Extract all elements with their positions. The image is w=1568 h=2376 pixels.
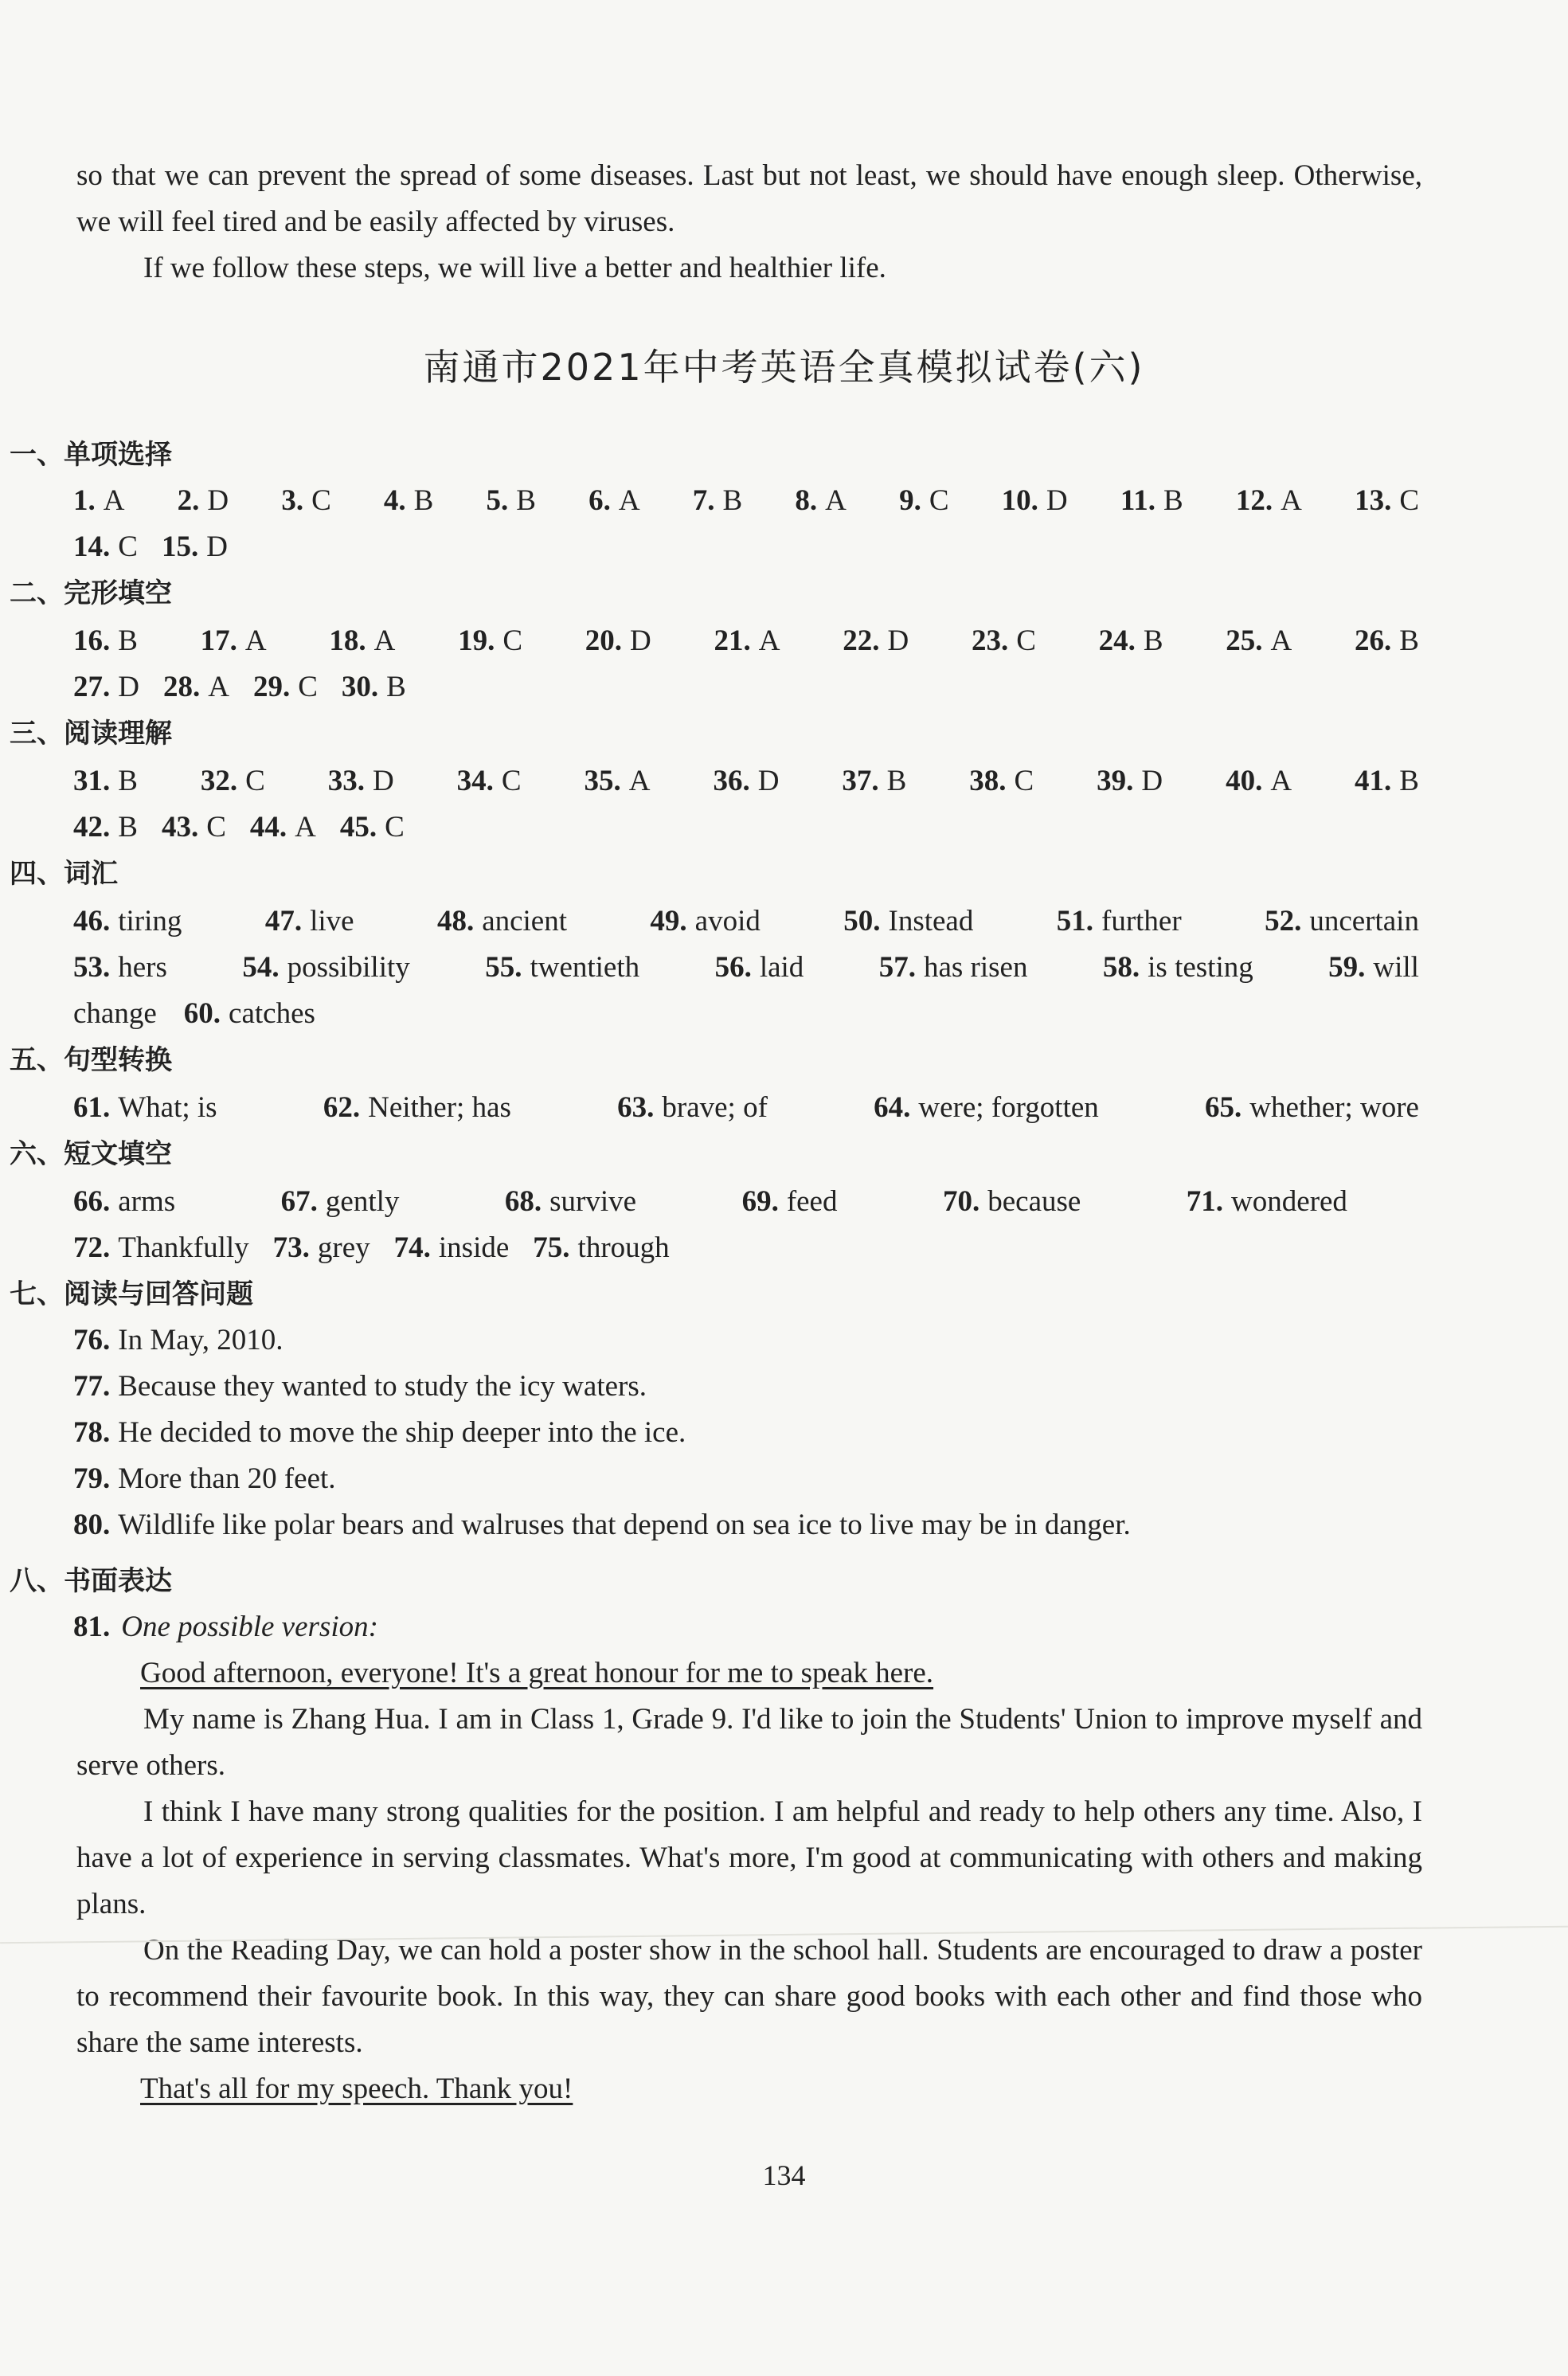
question-number: 8. bbox=[795, 484, 818, 517]
answer-value: C bbox=[245, 765, 265, 797]
answer-item bbox=[1187, 1179, 1347, 1225]
answer-value: D bbox=[118, 671, 139, 703]
answer-value: B bbox=[1399, 624, 1419, 657]
question-number: 6. bbox=[588, 484, 611, 517]
answer-value: arms bbox=[118, 1185, 176, 1218]
answer-value: A bbox=[244, 624, 267, 657]
answer-item bbox=[73, 664, 139, 710]
writing-label bbox=[73, 1604, 378, 1650]
section-heading-1: 一、单项选择 bbox=[10, 439, 172, 471]
answer-item bbox=[585, 618, 651, 664]
answer-item bbox=[162, 804, 226, 851]
answer-value: hers bbox=[118, 951, 167, 984]
question-number: 43. bbox=[161, 811, 199, 844]
answer-value: B bbox=[886, 765, 907, 797]
answer-value: C bbox=[311, 484, 331, 517]
answer-item bbox=[1002, 478, 1068, 524]
answer-item bbox=[693, 478, 742, 524]
answer-value: C bbox=[502, 624, 523, 657]
answer-value: C bbox=[298, 671, 318, 703]
question-number: 37. bbox=[842, 765, 879, 797]
answer-value: C bbox=[206, 811, 226, 844]
answer-value: B bbox=[1399, 765, 1419, 797]
answer-value: live bbox=[310, 905, 354, 937]
answer-value: A bbox=[628, 765, 651, 797]
question-number: 15. bbox=[161, 530, 199, 563]
answer-item bbox=[73, 758, 138, 804]
answer-value: wondered bbox=[1231, 1185, 1347, 1218]
answer-value: B bbox=[413, 484, 434, 517]
question-number: 61. bbox=[73, 1091, 111, 1124]
question-number: 72. bbox=[73, 1231, 111, 1264]
answer-item bbox=[250, 804, 316, 851]
page-number: 134 bbox=[762, 2159, 806, 2191]
answer-value: will bbox=[1373, 951, 1419, 984]
question-number: 38. bbox=[969, 765, 1007, 797]
answer-item bbox=[73, 1364, 1131, 1410]
question-number: 47. bbox=[264, 905, 303, 937]
question-number: 81. bbox=[73, 1611, 111, 1643]
answer-item bbox=[281, 1179, 400, 1225]
answer-value: inside bbox=[438, 1231, 510, 1264]
answer-item bbox=[340, 804, 405, 851]
section-heading-7: 七、阅读与回答问题 bbox=[10, 1278, 253, 1310]
answer-item bbox=[73, 1179, 175, 1225]
answer-value: avoid bbox=[694, 905, 761, 937]
answer-value: D bbox=[206, 530, 228, 563]
answer-value: further bbox=[1101, 905, 1182, 937]
question-number: 45. bbox=[339, 811, 377, 844]
page-title: 南通市2021年中考英语全真模拟试卷(六) bbox=[423, 346, 1145, 389]
question-number: 58. bbox=[1102, 951, 1140, 984]
answer-item bbox=[713, 758, 779, 804]
answer-value: A bbox=[1270, 624, 1292, 657]
answer-value: tiring bbox=[118, 905, 182, 937]
question-number: 17. bbox=[200, 624, 237, 657]
section-heading-3: 三、阅读理解 bbox=[10, 718, 172, 750]
answer-item bbox=[714, 618, 780, 664]
question-number: 3. bbox=[281, 484, 304, 517]
answer-item bbox=[184, 991, 315, 1037]
answer-item bbox=[1097, 758, 1163, 804]
question-number: 9. bbox=[899, 484, 921, 517]
question-number: 73. bbox=[272, 1231, 310, 1264]
answer-value: He decided to move the ship deeper into the ice. bbox=[118, 1416, 686, 1449]
answer-item bbox=[242, 945, 409, 991]
answer-value: C bbox=[1014, 765, 1034, 797]
answer-item bbox=[458, 618, 522, 664]
question-number: 35. bbox=[584, 765, 621, 797]
answer-value: Wildlife like polar bears and walruses that depend on sea ice to live may be in danger. bbox=[118, 1509, 1131, 1541]
answer-value: C bbox=[1016, 624, 1036, 657]
answer-item bbox=[394, 1225, 510, 1271]
answer-item bbox=[201, 618, 267, 664]
answer-row bbox=[73, 524, 252, 570]
answer-item bbox=[795, 478, 846, 524]
answer-value: has risen bbox=[923, 951, 1028, 984]
answer-value: A bbox=[295, 811, 316, 844]
answer-item bbox=[1103, 945, 1253, 991]
answer-item bbox=[487, 478, 536, 524]
answer-item bbox=[1328, 945, 1419, 991]
section-heading-2: 二、完形填空 bbox=[10, 577, 172, 609]
question-number: 14. bbox=[73, 530, 111, 563]
answer-row bbox=[73, 804, 428, 851]
question-number: 48. bbox=[436, 905, 475, 937]
answer-item bbox=[73, 945, 167, 991]
answer-row bbox=[73, 898, 1419, 945]
answer-item bbox=[1057, 898, 1182, 945]
answer-value: ancient bbox=[482, 905, 568, 937]
answer-value: More than 20 feet. bbox=[118, 1462, 336, 1495]
answer-item bbox=[1355, 478, 1419, 524]
question-number: 32. bbox=[200, 765, 238, 797]
answer-item bbox=[265, 898, 354, 945]
answer-item bbox=[742, 1179, 838, 1225]
question-number: 41. bbox=[1354, 765, 1392, 797]
answer-row bbox=[73, 664, 430, 710]
question-number: 60. bbox=[183, 997, 221, 1030]
answer-row bbox=[73, 618, 1419, 664]
answer-value: B bbox=[1163, 484, 1183, 517]
answer-value: B bbox=[722, 484, 743, 517]
question-number: 56. bbox=[714, 951, 752, 984]
question-number: 53. bbox=[73, 951, 111, 984]
answer-item bbox=[178, 478, 229, 524]
answer-item bbox=[485, 945, 639, 991]
answer-item bbox=[843, 618, 909, 664]
answer-value: catches bbox=[229, 997, 315, 1030]
question-number: 52. bbox=[1265, 905, 1302, 937]
answer-item bbox=[73, 804, 138, 851]
answer-item bbox=[1355, 758, 1419, 804]
question-number: 31. bbox=[73, 765, 111, 797]
answer-value: In May, 2010. bbox=[118, 1324, 283, 1356]
answer-value: C bbox=[385, 811, 405, 844]
answer-item bbox=[73, 1225, 249, 1271]
answer-value: A bbox=[825, 484, 847, 517]
question-number: 20. bbox=[585, 624, 623, 657]
question-number: 5. bbox=[486, 484, 509, 517]
answer-value: D bbox=[630, 624, 651, 657]
question-number: 10. bbox=[1001, 484, 1038, 517]
answer-value: B bbox=[516, 484, 536, 517]
question-number: 1. bbox=[73, 484, 96, 517]
answer-value: B bbox=[386, 671, 406, 703]
answer-item bbox=[329, 618, 395, 664]
question-number: 28. bbox=[162, 671, 201, 703]
question-number: 80. bbox=[73, 1509, 111, 1541]
question-number: 74. bbox=[393, 1231, 431, 1264]
intro-conclusion: If we follow these steps, we will live a better and healthier life. bbox=[143, 252, 886, 284]
question-number: 11. bbox=[1120, 484, 1156, 517]
answer-value: A bbox=[103, 484, 125, 517]
question-number: 63. bbox=[617, 1091, 655, 1124]
answer-item bbox=[1355, 618, 1419, 664]
answer-value: A bbox=[373, 624, 396, 657]
answer-item bbox=[328, 758, 394, 804]
question-number: 21. bbox=[714, 624, 751, 657]
question-number: 70. bbox=[942, 1185, 980, 1218]
question-number: 33. bbox=[327, 765, 365, 797]
answer-value: C bbox=[118, 530, 138, 563]
answer-value: gently bbox=[325, 1185, 400, 1218]
question-number: 46. bbox=[73, 905, 111, 937]
answer-value: whether; wore bbox=[1249, 1091, 1419, 1124]
answer-item bbox=[879, 945, 1028, 991]
question-number: 12. bbox=[1235, 484, 1273, 517]
answer-row bbox=[73, 945, 1419, 991]
answer-item bbox=[73, 618, 138, 664]
answer-value: A bbox=[618, 484, 640, 517]
speech-greeting: Good afternoon, everyone! It's a great honour for me to speak here. bbox=[140, 1657, 934, 1689]
question-number: 77. bbox=[73, 1370, 111, 1403]
answer-value: B bbox=[118, 765, 138, 797]
answer-value: Instead bbox=[888, 905, 974, 937]
answer-item bbox=[457, 758, 522, 804]
question-number: 25. bbox=[1226, 624, 1263, 657]
question-number: 71. bbox=[1186, 1185, 1224, 1218]
answer-item bbox=[73, 1410, 1131, 1456]
question-number: 22. bbox=[843, 624, 880, 657]
version-label: One possible version: bbox=[121, 1611, 378, 1643]
question-number: 7. bbox=[692, 484, 715, 517]
question-number: 27. bbox=[73, 671, 111, 703]
answer-item bbox=[73, 1502, 1131, 1548]
answer-item bbox=[1120, 478, 1183, 524]
question-number: 36. bbox=[713, 765, 750, 797]
answer-item bbox=[73, 478, 124, 524]
question-number: 79. bbox=[73, 1462, 111, 1495]
question-number: 69. bbox=[741, 1185, 779, 1218]
question-number: 49. bbox=[650, 905, 687, 937]
answer-item bbox=[505, 1179, 636, 1225]
question-number: 51. bbox=[1056, 905, 1093, 937]
speech-closing: That's all for my speech. Thank you! bbox=[140, 2073, 573, 2105]
answer-item bbox=[384, 478, 433, 524]
answer-item bbox=[73, 524, 138, 570]
answer-item bbox=[969, 758, 1034, 804]
question-number: 13. bbox=[1355, 484, 1392, 517]
answer-item bbox=[843, 898, 973, 945]
question-number: 54. bbox=[242, 951, 280, 984]
answer-value: D bbox=[1046, 484, 1068, 517]
answer-value: B bbox=[1143, 624, 1163, 657]
answer-value: B bbox=[118, 624, 138, 657]
answer-value: were; forgotten bbox=[918, 1091, 1099, 1124]
answer-item bbox=[588, 478, 639, 524]
answer-value: D bbox=[757, 765, 780, 797]
answer-value: C bbox=[929, 484, 949, 517]
answer-continuation: change bbox=[73, 997, 157, 1030]
answer-value: through bbox=[577, 1231, 670, 1264]
answer-item bbox=[201, 758, 265, 804]
answer-value: feed bbox=[786, 1185, 838, 1218]
question-number: 16. bbox=[73, 624, 111, 657]
question-number: 18. bbox=[329, 624, 366, 657]
question-number: 65. bbox=[1205, 1091, 1242, 1124]
section-heading-6: 六、短文填空 bbox=[10, 1138, 172, 1170]
answer-value: B bbox=[118, 811, 138, 844]
answer-value: C bbox=[501, 765, 522, 797]
answer-item bbox=[73, 1456, 1131, 1502]
answer-item bbox=[163, 664, 229, 710]
answer-value: D bbox=[887, 624, 909, 657]
answer-item bbox=[1205, 1085, 1419, 1131]
answer-item bbox=[73, 1317, 1131, 1364]
answer-item bbox=[253, 664, 318, 710]
qa-answer-list bbox=[73, 1317, 1155, 1548]
answer-value: because bbox=[987, 1185, 1081, 1218]
speech-paragraph-3: On the Reading Day, we can hold a poster show in the school hall. Students are encouraged to draw a poster to recommend their favourite book. In this way, they can share good books with each other and find those who share the same interests. bbox=[76, 1934, 1422, 2059]
answer-item bbox=[1236, 478, 1302, 524]
answer-row bbox=[73, 1225, 694, 1271]
answer-value: D bbox=[207, 484, 229, 517]
question-number: 64. bbox=[874, 1091, 911, 1124]
answer-item bbox=[533, 1225, 669, 1271]
question-number: 66. bbox=[73, 1185, 111, 1218]
answer-item bbox=[899, 478, 948, 524]
question-number: 2. bbox=[177, 484, 200, 517]
answer-item bbox=[437, 898, 567, 945]
question-number: 59. bbox=[1328, 951, 1366, 984]
answer-value: uncertain bbox=[1309, 905, 1419, 937]
answer-item bbox=[1099, 618, 1163, 664]
answer-value: brave; of bbox=[662, 1091, 768, 1124]
answer-item bbox=[617, 1085, 768, 1131]
question-number: 67. bbox=[280, 1185, 318, 1218]
answer-value: A bbox=[1281, 484, 1302, 517]
question-number: 30. bbox=[341, 671, 379, 703]
answer-value: is testing bbox=[1148, 951, 1253, 984]
answer-value: laid bbox=[759, 951, 804, 984]
question-number: 19. bbox=[458, 624, 495, 657]
answer-item bbox=[585, 758, 651, 804]
answer-row bbox=[73, 1085, 1419, 1131]
question-number: 39. bbox=[1097, 765, 1134, 797]
question-number: 23. bbox=[971, 624, 1009, 657]
question-number: 55. bbox=[485, 951, 522, 984]
intro-paragraph: so that we can prevent the spread of some diseases. Last but not least, we should have enough sleep. Otherwise, we will feel tired and be easily affected by viruses. bbox=[76, 159, 1422, 238]
answer-row bbox=[73, 1179, 1347, 1225]
question-number: 57. bbox=[878, 951, 916, 984]
answer-item bbox=[650, 898, 760, 945]
answer-item bbox=[972, 618, 1036, 664]
section-heading-5: 五、句型转换 bbox=[10, 1044, 172, 1076]
answer-value: possibility bbox=[287, 951, 410, 984]
answer-item bbox=[1226, 758, 1292, 804]
question-number: 24. bbox=[1098, 624, 1136, 657]
question-number: 44. bbox=[249, 811, 287, 844]
answer-value: D bbox=[373, 765, 394, 797]
section-heading-4: 四、词汇 bbox=[10, 858, 118, 890]
answer-item bbox=[715, 945, 804, 991]
question-number: 76. bbox=[73, 1324, 111, 1356]
answer-value: What; is bbox=[118, 1091, 217, 1124]
answer-item bbox=[323, 1085, 511, 1131]
question-number: 26. bbox=[1355, 624, 1392, 657]
answer-value: C bbox=[1399, 484, 1419, 517]
answer-item bbox=[273, 1225, 370, 1271]
question-number: 50. bbox=[843, 905, 881, 937]
answer-value: twentieth bbox=[530, 951, 640, 984]
answer-item bbox=[874, 1085, 1099, 1131]
answer-item bbox=[281, 478, 330, 524]
answer-item bbox=[73, 1085, 217, 1131]
answer-value: survive bbox=[549, 1185, 637, 1218]
question-number: 4. bbox=[383, 484, 406, 517]
answer-row bbox=[73, 758, 1419, 804]
answer-value: A bbox=[1270, 765, 1292, 797]
answer-item bbox=[1226, 618, 1292, 664]
section-heading-8: 八、书面表达 bbox=[10, 1565, 172, 1597]
answer-item bbox=[1265, 898, 1419, 945]
question-number: 78. bbox=[73, 1416, 111, 1449]
answer-row bbox=[73, 991, 339, 1037]
answer-value: A bbox=[758, 624, 780, 657]
answer-value: Neither; has bbox=[368, 1091, 511, 1124]
question-number: 75. bbox=[533, 1231, 570, 1264]
answer-value: Thankfully bbox=[118, 1231, 249, 1264]
question-number: 34. bbox=[456, 765, 494, 797]
speech-paragraph-1: My name is Zhang Hua. I am in Class 1, Grade 9. I'd like to join the Students' Union to improve myself and serve others. bbox=[76, 1703, 1422, 1782]
answer-value: Because they wanted to study the icy waters. bbox=[118, 1370, 647, 1403]
question-number: 40. bbox=[1226, 765, 1263, 797]
answer-item bbox=[943, 1179, 1081, 1225]
answer-value: D bbox=[1141, 765, 1163, 797]
answer-item bbox=[842, 758, 906, 804]
question-number: 29. bbox=[252, 671, 291, 703]
answer-value: grey bbox=[317, 1231, 370, 1264]
answer-item bbox=[342, 664, 406, 710]
answer-value: A bbox=[208, 671, 229, 703]
answer-item bbox=[73, 898, 182, 945]
question-number: 68. bbox=[504, 1185, 542, 1218]
answer-row bbox=[73, 478, 1419, 524]
speech-paragraph-2: I think I have many strong qualities for the position. I am helpful and ready to help others any time. Also, I have a lot of experience in serving classmates. What's more, I'm good at communicating with others and making plans. bbox=[76, 1795, 1422, 1920]
question-number: 62. bbox=[323, 1091, 361, 1124]
question-number: 42. bbox=[73, 811, 111, 844]
answer-item bbox=[162, 524, 228, 570]
